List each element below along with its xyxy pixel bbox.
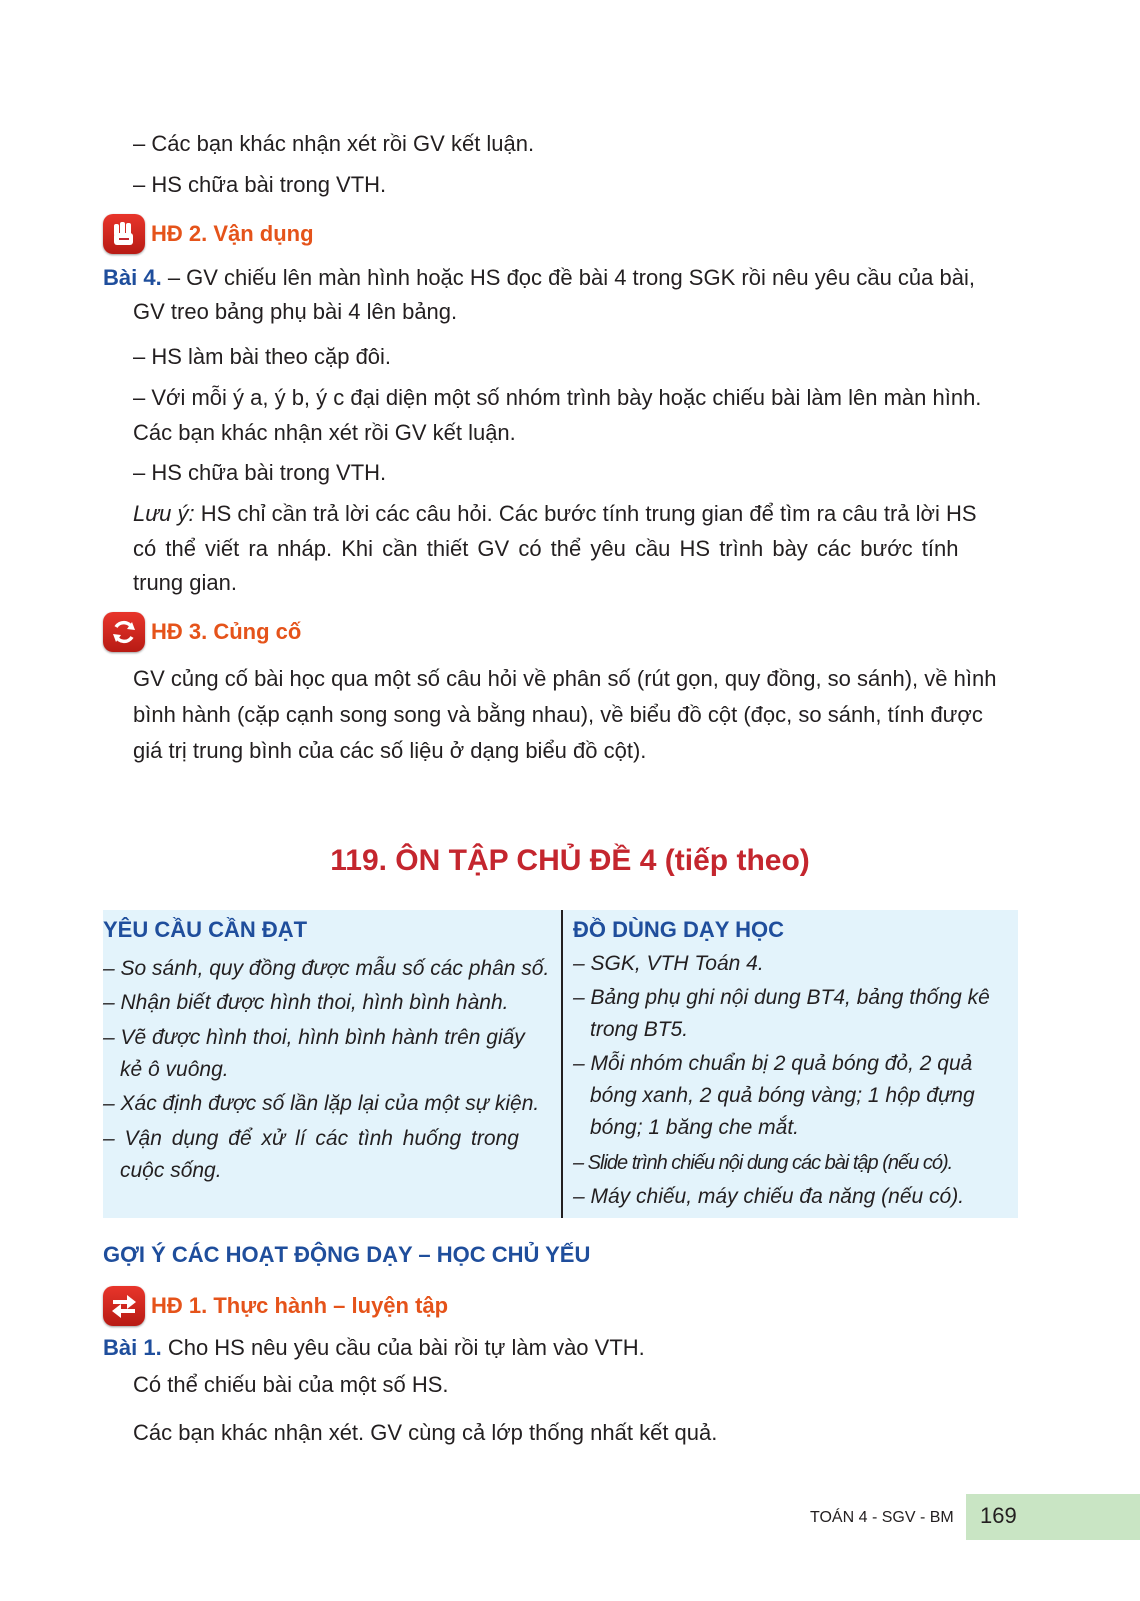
material-item: – SGK, VTH Toán 4.: [573, 952, 764, 975]
text-line: Các bạn khác nhận xét. GV cùng cả lớp thống nhất kết quả.: [133, 1420, 718, 1445]
material-item: – Máy chiếu, máy chiếu đa năng (nếu có).: [573, 1185, 965, 1208]
bai1-line1: [103, 1334, 645, 1362]
bai4-label: Bài 4.: [103, 265, 162, 290]
material-item: – Bảng phụ ghi nội dung BT4, bảng thống kê: [573, 986, 990, 1009]
text-line: GV treo bảng phụ bài 4 lên bảng.: [133, 299, 458, 324]
box-divider: [561, 910, 563, 1218]
requirement-item: kẻ ô vuông.: [120, 1058, 229, 1081]
materials-heading: ĐỒ DÙNG DẠY HỌC: [573, 917, 785, 942]
requirement-item: – Nhận biết được hình thoi, hình bình hành.: [103, 991, 509, 1014]
footer-book-title: TOÁN 4 - SGV - BM: [810, 1509, 954, 1526]
material-item: bóng; 1 băng che mắt.: [590, 1116, 799, 1139]
text-line: Các bạn khác nhận xét rồi GV kết luận.: [133, 420, 516, 445]
text-line: – HS làm bài theo cặp đôi.: [133, 344, 392, 369]
text-line: giá trị trung bình của các số liệu ở dạng biểu đồ cột).: [133, 738, 647, 763]
note-line1: [133, 500, 977, 528]
page-number: 169: [980, 1503, 1017, 1528]
text-line: – HS chữa bài trong VTH.: [133, 460, 387, 485]
hd2-label: HĐ 2. Vận dụng: [151, 221, 314, 246]
material-item: – Mỗi nhóm chuẩn bị 2 quả bóng đỏ, 2 quả: [573, 1052, 973, 1075]
text-line: có thể viết ra nháp. Khi cần thiết GV có thể yêu cầu HS trình bày các bước tính: [133, 536, 959, 561]
hd3-heading: [103, 612, 301, 652]
text-line: – Với mỗi ý a, ý b, ý c đại diện một số nhóm trình bày hoặc chiếu bài làm lên màn hình.: [133, 385, 982, 410]
material-item: bóng xanh, 2 quả bóng vàng; 1 hộp đựng: [590, 1084, 975, 1107]
activities-heading: GỢI Ý CÁC HOẠT ĐỘNG DẠY – HỌC CHỦ YẾU: [103, 1242, 591, 1267]
note-label: Lưu ý:: [133, 501, 195, 526]
requirements-heading: YÊU CẦU CẦN ĐẠT: [103, 917, 308, 942]
hd3-label: HĐ 3. Củng cố: [151, 619, 302, 644]
exchange-arrows-icon: [103, 1286, 145, 1326]
hd2-heading: [103, 214, 314, 254]
text-line: trung gian.: [133, 570, 237, 595]
material-item: trong BT5.: [590, 1018, 689, 1041]
requirement-item: cuộc sống.: [120, 1159, 222, 1182]
requirement-item: – So sánh, quy đồng được mẫu số các phân số.: [103, 957, 550, 980]
text-line: bình hành (cặp cạnh song song và bằng nhau), về biểu đồ cột (đọc, so sánh, tính được: [133, 702, 983, 727]
hd1-heading: [103, 1286, 448, 1326]
refresh-icon: [103, 612, 145, 652]
requirement-item: – Xác định được số lần lặp lại của một sự kiện.: [103, 1092, 540, 1115]
material-item: – Slide trình chiếu nội dung các bài tập (nếu có).: [573, 1152, 953, 1174]
lesson-title: 119. ÔN TẬP CHỦ ĐỀ 4 (tiếp theo): [330, 844, 810, 877]
bai4-line1: [103, 264, 975, 292]
bai4-text: – GV chiếu lên màn hình hoặc HS đọc đề bài 4 trong SGK rồi nêu yêu cầu của bài,: [161, 265, 975, 290]
bai1-text: Cho HS nêu yêu cầu của bài rồi tự làm vào VTH.: [161, 1335, 645, 1360]
text-line: Có thể chiếu bài của một số HS.: [133, 1372, 449, 1397]
bai1-label: Bài 1.: [103, 1335, 162, 1360]
fist-icon: [103, 214, 145, 254]
text-line: GV củng cố bài học qua một số câu hỏi về phân số (rút gọn, quy đồng, so sánh), về hình: [133, 666, 997, 691]
note-text: HS chỉ cần trả lời các câu hỏi. Các bước tính trung gian để tìm ra câu trả lời HS: [194, 501, 977, 526]
requirement-item: – Vận dụng để xử lí các tình huống trong: [103, 1127, 519, 1150]
requirement-item: – Vẽ được hình thoi, hình bình hành trên giấy: [103, 1026, 525, 1049]
text-line: – Các bạn khác nhận xét rồi GV kết luận.: [133, 131, 535, 156]
hd1-label: HĐ 1. Thực hành – luyện tập: [151, 1293, 449, 1318]
text-line: – HS chữa bài trong VTH.: [133, 172, 387, 197]
